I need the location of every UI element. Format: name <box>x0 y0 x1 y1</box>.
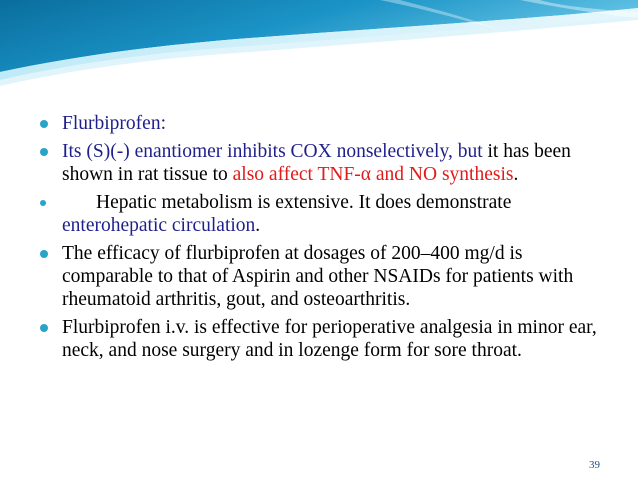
bullet-text: Flurbiprofen i.v. is effective for perioperative analgesia in minor ear, neck, and nose surgery and in lozenge form for sore throat. <box>62 317 597 361</box>
header-banner <box>0 0 638 90</box>
bullet-icon <box>40 200 46 206</box>
bullet-text: . <box>513 164 519 185</box>
bullet-text-highlight: also affect TNF-α and NO synthesis <box>232 164 514 185</box>
list-item <box>40 316 600 362</box>
bullet-icon <box>40 250 48 258</box>
bullet-text: Its (S)(-) enantiomer inhibits COX nonselectively, but <box>62 141 483 162</box>
bullet-text: The efficacy of flurbiprofen at dosages of 200–400 mg/d is comparable to that of Aspirin and other NSAIDs for patients with rheumatoid arthritis, gout, and osteoarthritis. <box>62 243 574 310</box>
bullet-text: it has been shown in rat tissue to <box>62 141 571 185</box>
bullet-text: . <box>255 215 261 236</box>
list-item <box>40 140 600 186</box>
page-number: 39 <box>589 459 600 471</box>
bullet-icon <box>40 324 48 332</box>
list-item <box>40 242 600 311</box>
list-item <box>40 112 600 135</box>
bullet-icon <box>40 120 48 128</box>
bullet-icon <box>40 148 48 156</box>
bullet-text: Hepatic metabolism is extensive. It does demonstrate <box>96 192 512 213</box>
bullet-list <box>40 112 600 367</box>
list-item <box>40 191 600 237</box>
bullet-text-highlight: enterohepatic circulation <box>62 215 256 236</box>
bullet-text: Flurbiprofen: <box>62 113 166 134</box>
